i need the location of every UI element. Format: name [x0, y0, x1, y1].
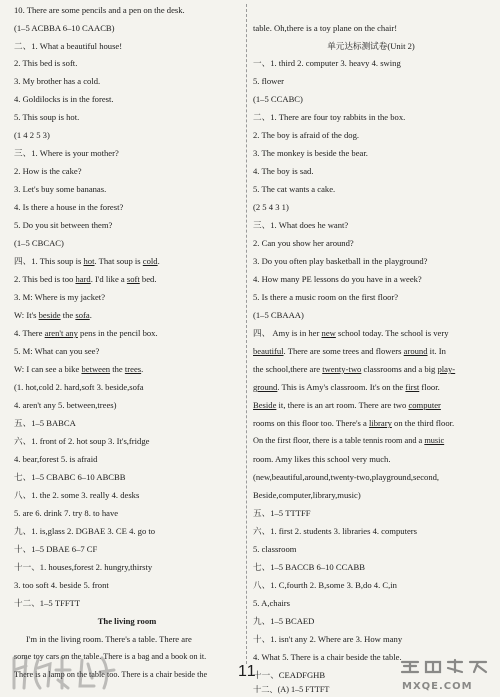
answer-line: 六、1. front of 2. hot soup 3. It's,fridge: [14, 436, 150, 446]
answer-line: room. Amy likes this school very much.: [253, 454, 391, 464]
answer-line: (1–5 ACBBA 6–10 CAACB): [14, 23, 115, 33]
answer-line: 5. A,chairs: [253, 598, 290, 608]
answer-line: 3. My brother has a cold.: [14, 76, 101, 86]
answer-line: 5. Do you sit between them?: [14, 220, 113, 230]
answer-line: W: I can see a bike between the trees.: [14, 364, 144, 374]
answer-line: 二、1. What a beautiful house!: [14, 41, 123, 51]
answer-line: (1 4 2 5 3): [14, 130, 50, 140]
answer-line: 六、1. first 2. students 3. libraries 4. computers: [253, 526, 417, 536]
answer-line: 十一、CEADFGHB: [253, 670, 326, 680]
answer-line: 5. are 6. drink 7. try 8. to have: [14, 508, 119, 518]
answer-line: (1–5 CBAAA): [253, 310, 304, 320]
answer-line: 4. How many PE lessons do you have in a week?: [253, 274, 422, 284]
answer-line: 5. classroom: [253, 544, 297, 554]
essay-line: There is a lamp on the table too. There is a chair beside the: [14, 670, 208, 679]
answer-line: (2 5 4 3 1): [253, 202, 289, 212]
answer-line: 3. Do you often play basketball in the playground?: [253, 256, 428, 266]
answer-line: 5. The cat wants a cake.: [253, 184, 336, 194]
answer-line: 2. How is the cake?: [14, 166, 82, 176]
answer-line: 一、1. third 2. computer 3. heavy 4. swing: [253, 58, 401, 68]
watermark-logo: [8, 650, 118, 694]
answer-line: 4. aren't any 5. between,trees): [14, 400, 117, 410]
answer-line: 十二、1–5 TFFTT: [14, 598, 81, 608]
answer-line: 5. Is there a music room on the first floor?: [253, 292, 399, 302]
answer-line: 3. too soft 4. beside 5. front: [14, 580, 109, 590]
column-divider: [246, 4, 247, 664]
answer-line: Beside it, there is an art room. There are two computer: [253, 400, 441, 410]
answer-line: rooms on this floor too. There's a library on the third floor.: [253, 418, 455, 428]
answer-line: 4. bear,forest 5. is afraid: [14, 454, 98, 464]
answer-line: 4. What 5. There is a chair beside the table.: [253, 652, 402, 662]
answer-line: 十、1–5 DBAE 6–7 CF: [14, 544, 98, 554]
answer-line: (1. hot,cold 2. hard,soft 3. beside,sofa: [14, 382, 144, 392]
answer-line: 10. There are some pencils and a pen on the desk.: [14, 5, 185, 15]
answer-line: 2. This bed is too hard. I'd like a soft bed.: [14, 274, 157, 284]
answer-line: 四、1. This soup is hot. That soup is cold.: [14, 256, 160, 266]
answer-line: 4. The boy is sad.: [253, 166, 314, 176]
answer-line: (1–5 CCABC): [253, 94, 303, 104]
answer-line: 4. There aren't any pens in the pencil box.: [14, 328, 158, 338]
answer-line: 二、1. There are four toy rabbits in the box.: [253, 112, 406, 122]
answer-line: Beside,computer,library,music): [253, 490, 361, 500]
answer-line: 十二、(A) 1–5 FTTFT: [253, 685, 330, 694]
answer-line: 2. Can you show her around?: [253, 238, 354, 248]
essay-title: The living room: [97, 616, 157, 626]
answer-line: 2. This bed is soft.: [14, 58, 78, 68]
answer-line: 3. The monkey is beside the bear.: [253, 148, 368, 158]
answer-line: (1–5 CBCAC): [14, 238, 64, 248]
answer-line: the school,there are twenty-two classrooms and a big play-: [253, 364, 456, 374]
answer-line: On the first floor, there is a table tennis room and a music: [253, 436, 445, 445]
answer-line: 4. Goldilocks is in the forest.: [14, 94, 114, 104]
answer-line: 4. Is there a house in the forest?: [14, 202, 124, 212]
watermark-text: MXQE.COM: [402, 681, 473, 692]
answer-line: 八、1. C,fourth 2. B,some 3. B,do 4. C,in: [253, 580, 397, 590]
essay-line: I'm in the living room. There's a table. There are: [26, 634, 192, 644]
answer-line: 九、1–5 BCAED: [253, 616, 315, 626]
answer-line: 五、1–5 TTTFF: [253, 508, 311, 518]
answer-line: 3. M: Where is my jacket?: [14, 292, 106, 302]
watermark-logo: [398, 656, 494, 694]
essay-line: some toy cars on the table. There is a bag and a book on it.: [14, 652, 207, 661]
answer-line: 八、1. the 2. some 3. really 4. desks: [14, 490, 140, 500]
answer-line: 十、1. isn't any 2. Where are 3. How many: [253, 634, 403, 644]
unit-title: 单元达标测试卷(Unit 2): [327, 41, 415, 51]
answer-line: 十一、1. houses,forest 2. hungry,thirsty: [14, 562, 153, 572]
answer-line: 3. Let's buy some bananas.: [14, 184, 107, 194]
answer-line: ground. This is Amy's classroom. It's on the first floor.: [253, 382, 440, 392]
answer-line: table. Oh,there is a toy plane on the chair!: [253, 23, 398, 33]
answer-line: (new,beautiful,around,twenty-two,playground,second,: [253, 472, 440, 482]
answer-line: 七、1–5 CBABC 6–10 ABCBB: [14, 472, 126, 482]
answer-line: 七、1–5 BACCB 6–10 CCABB: [253, 562, 365, 572]
answer-line: 三、1. Where is your mother?: [14, 148, 119, 158]
answer-line: 四、 Amy is in her new school today. The school is very: [253, 328, 449, 338]
answer-line: 三、1. What does he want?: [253, 220, 349, 230]
answer-line: 2. The boy is afraid of the dog.: [253, 130, 360, 140]
answer-line: 5. This soup is hot.: [14, 112, 80, 122]
answer-line: W: It's beside the sofa.: [14, 310, 92, 320]
page-number: 11: [238, 663, 257, 680]
answer-line: beautiful. There are some trees and flowers around it. In: [253, 346, 446, 356]
answer-line: 5. flower: [253, 76, 285, 86]
answer-line: 五、1–5 BABCA: [14, 418, 76, 428]
answer-line: 5. M: What can you see?: [14, 346, 100, 356]
answer-line: 九、1. is,glass 2. DGBAE 3. CE 4. go to: [14, 526, 156, 536]
